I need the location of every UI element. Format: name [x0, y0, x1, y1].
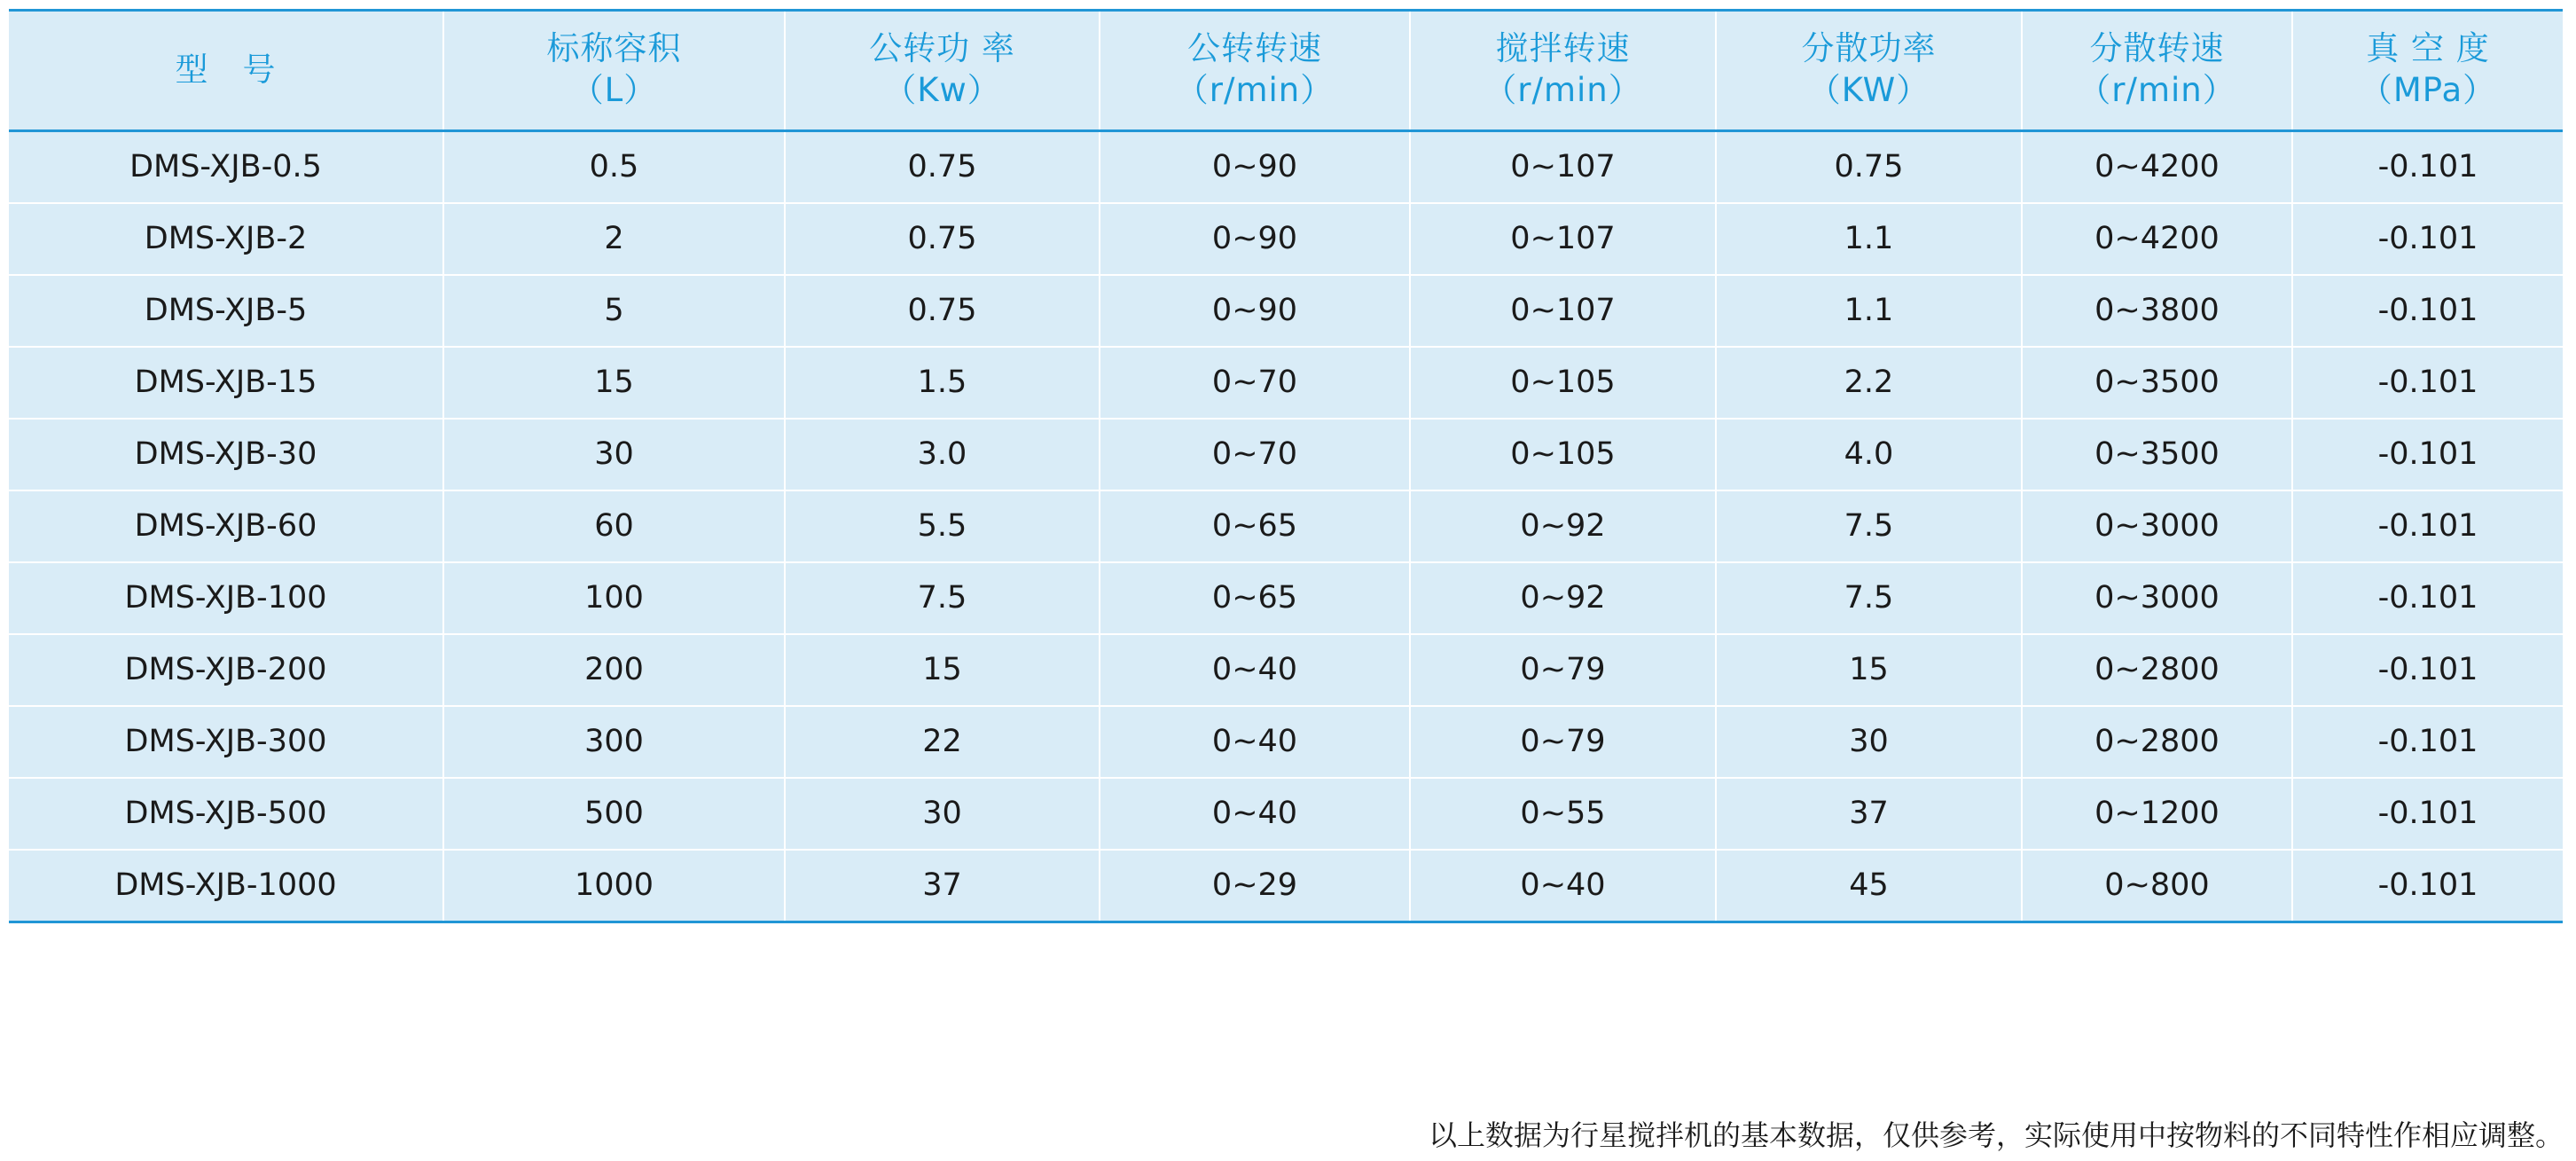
cell-dispersion-power: 7.5	[1716, 562, 2022, 634]
cell-revolution-power: 22	[785, 706, 1100, 778]
cell-dispersion-power: 7.5	[1716, 490, 2022, 562]
cell-revolution-power: 5.5	[785, 490, 1100, 562]
table-row	[9, 850, 2563, 922]
column-header-revolution-power	[785, 11, 1100, 131]
table-row	[9, 275, 2563, 347]
cell-dispersion-power: 37	[1716, 778, 2022, 850]
cell-model: DMS-XJB-15	[9, 347, 443, 419]
column-header-model	[9, 11, 443, 131]
cell-nominal-volume: 200	[443, 634, 785, 706]
cell-mixing-speed: 0~55	[1410, 778, 1716, 850]
cell-revolution-power: 0.75	[785, 130, 1100, 203]
cell-revolution-speed: 0~90	[1100, 130, 1410, 203]
cell-model: DMS-XJB-5	[9, 275, 443, 347]
header-line1: 分散功率	[1801, 29, 1937, 67]
cell-dispersion-power: 45	[1716, 850, 2022, 922]
cell-nominal-volume: 1000	[443, 850, 785, 922]
cell-mixing-speed: 0~40	[1410, 850, 1716, 922]
cell-dispersion-speed: 0~3000	[2022, 490, 2292, 562]
cell-mixing-speed: 0~79	[1410, 634, 1716, 706]
cell-dispersion-power: 30	[1716, 706, 2022, 778]
cell-vacuum-degree: -0.101	[2292, 562, 2563, 634]
cell-dispersion-speed: 0~4200	[2022, 130, 2292, 203]
column-header-dispersion-power	[1716, 11, 2022, 131]
table-footnote: 以上数据为行星搅拌机的基本数据，仅供参考，实际使用中按物料的不同特性作相应调整。	[1428, 1118, 2564, 1152]
cell-revolution-speed: 0~90	[1100, 275, 1410, 347]
cell-revolution-power: 1.5	[785, 347, 1100, 419]
cell-vacuum-degree: -0.101	[2292, 490, 2563, 562]
cell-vacuum-degree: -0.101	[2292, 275, 2563, 347]
header-line1: 型 号	[175, 50, 277, 89]
header-line2: （KW）	[1807, 71, 1930, 110]
cell-revolution-power: 0.75	[785, 275, 1100, 347]
cell-revolution-power: 15	[785, 634, 1100, 706]
cell-nominal-volume: 100	[443, 562, 785, 634]
cell-model: DMS-XJB-500	[9, 778, 443, 850]
cell-vacuum-degree: -0.101	[2292, 419, 2563, 490]
table-row	[9, 490, 2563, 562]
column-header-dispersion-speed	[2022, 11, 2292, 131]
cell-model: DMS-XJB-100	[9, 562, 443, 634]
cell-model: DMS-XJB-200	[9, 634, 443, 706]
cell-dispersion-speed: 0~2800	[2022, 706, 2292, 778]
column-header-mixing-speed	[1410, 11, 1716, 131]
header-line2: （r/min）	[2078, 71, 2236, 110]
header-line1: 分散转速	[2089, 29, 2225, 67]
cell-dispersion-power: 15	[1716, 634, 2022, 706]
cell-revolution-speed: 0~70	[1100, 347, 1410, 419]
cell-revolution-speed: 0~65	[1100, 490, 1410, 562]
cell-dispersion-speed: 0~800	[2022, 850, 2292, 922]
cell-revolution-power: 0.75	[785, 203, 1100, 275]
cell-revolution-power: 30	[785, 778, 1100, 850]
table-row	[9, 203, 2563, 275]
cell-mixing-speed: 0~92	[1410, 490, 1716, 562]
cell-revolution-speed: 0~29	[1100, 850, 1410, 922]
cell-dispersion-power: 2.2	[1716, 347, 2022, 419]
table-row	[9, 347, 2563, 419]
cell-dispersion-speed: 0~3800	[2022, 275, 2292, 347]
cell-nominal-volume: 15	[443, 347, 785, 419]
cell-model: DMS-XJB-30	[9, 419, 443, 490]
cell-dispersion-speed: 0~4200	[2022, 203, 2292, 275]
cell-vacuum-degree: -0.101	[2292, 347, 2563, 419]
cell-revolution-speed: 0~70	[1100, 419, 1410, 490]
table-row	[9, 130, 2563, 203]
cell-mixing-speed: 0~79	[1410, 706, 1716, 778]
column-header-vacuum-degree	[2292, 11, 2563, 131]
cell-model: DMS-XJB-60	[9, 490, 443, 562]
header-line1: 公转转速	[1187, 29, 1322, 67]
table-row	[9, 562, 2563, 634]
header-line2: （r/min）	[1484, 71, 1642, 110]
table-header	[9, 11, 2563, 131]
cell-revolution-power: 3.0	[785, 419, 1100, 490]
cell-mixing-speed: 0~107	[1410, 275, 1716, 347]
cell-revolution-speed: 0~90	[1100, 203, 1410, 275]
table-row	[9, 778, 2563, 850]
cell-mixing-speed: 0~107	[1410, 130, 1716, 203]
cell-nominal-volume: 500	[443, 778, 785, 850]
cell-dispersion-power: 1.1	[1716, 275, 2022, 347]
cell-nominal-volume: 300	[443, 706, 785, 778]
cell-dispersion-power: 1.1	[1716, 203, 2022, 275]
header-line2: （L）	[570, 71, 658, 110]
spec-sheet	[0, 9, 2576, 1161]
header-line2: （MPa）	[2359, 71, 2497, 110]
cell-nominal-volume: 0.5	[443, 130, 785, 203]
cell-dispersion-speed: 0~3000	[2022, 562, 2292, 634]
specification-table	[9, 9, 2563, 923]
cell-mixing-speed: 0~107	[1410, 203, 1716, 275]
table-row	[9, 634, 2563, 706]
cell-model: DMS-XJB-2	[9, 203, 443, 275]
cell-dispersion-speed: 0~3500	[2022, 347, 2292, 419]
header-line1: 标称容积	[546, 29, 682, 67]
cell-vacuum-degree: -0.101	[2292, 778, 2563, 850]
cell-revolution-speed: 0~40	[1100, 778, 1410, 850]
cell-nominal-volume: 2	[443, 203, 785, 275]
cell-dispersion-power: 4.0	[1716, 419, 2022, 490]
cell-revolution-power: 37	[785, 850, 1100, 922]
header-line1: 公转功 率	[869, 29, 1015, 67]
cell-vacuum-degree: -0.101	[2292, 706, 2563, 778]
cell-mixing-speed: 0~105	[1410, 419, 1716, 490]
cell-revolution-speed: 0~40	[1100, 634, 1410, 706]
column-header-nominal-volume	[443, 11, 785, 131]
cell-nominal-volume: 60	[443, 490, 785, 562]
table-row	[9, 419, 2563, 490]
cell-vacuum-degree: -0.101	[2292, 850, 2563, 922]
cell-mixing-speed: 0~105	[1410, 347, 1716, 419]
cell-model: DMS-XJB-1000	[9, 850, 443, 922]
cell-dispersion-power: 0.75	[1716, 130, 2022, 203]
cell-nominal-volume: 5	[443, 275, 785, 347]
header-line1: 搅拌转速	[1495, 29, 1631, 67]
cell-dispersion-speed: 0~3500	[2022, 419, 2292, 490]
cell-mixing-speed: 0~92	[1410, 562, 1716, 634]
cell-dispersion-speed: 0~2800	[2022, 634, 2292, 706]
cell-revolution-speed: 0~65	[1100, 562, 1410, 634]
cell-revolution-speed: 0~40	[1100, 706, 1410, 778]
cell-model: DMS-XJB-0.5	[9, 130, 443, 203]
cell-vacuum-degree: -0.101	[2292, 203, 2563, 275]
cell-revolution-power: 7.5	[785, 562, 1100, 634]
cell-vacuum-degree: -0.101	[2292, 634, 2563, 706]
cell-vacuum-degree: -0.101	[2292, 130, 2563, 203]
header-row	[9, 11, 2563, 131]
cell-dispersion-speed: 0~1200	[2022, 778, 2292, 850]
table-body	[9, 130, 2563, 922]
column-header-revolution-speed	[1100, 11, 1410, 131]
cell-nominal-volume: 30	[443, 419, 785, 490]
cell-model: DMS-XJB-300	[9, 706, 443, 778]
header-line1: 真 空 度	[2366, 29, 2490, 67]
table-row	[9, 706, 2563, 778]
header-line2: （r/min）	[1175, 71, 1335, 110]
header-line2: （Kw）	[883, 71, 1001, 110]
